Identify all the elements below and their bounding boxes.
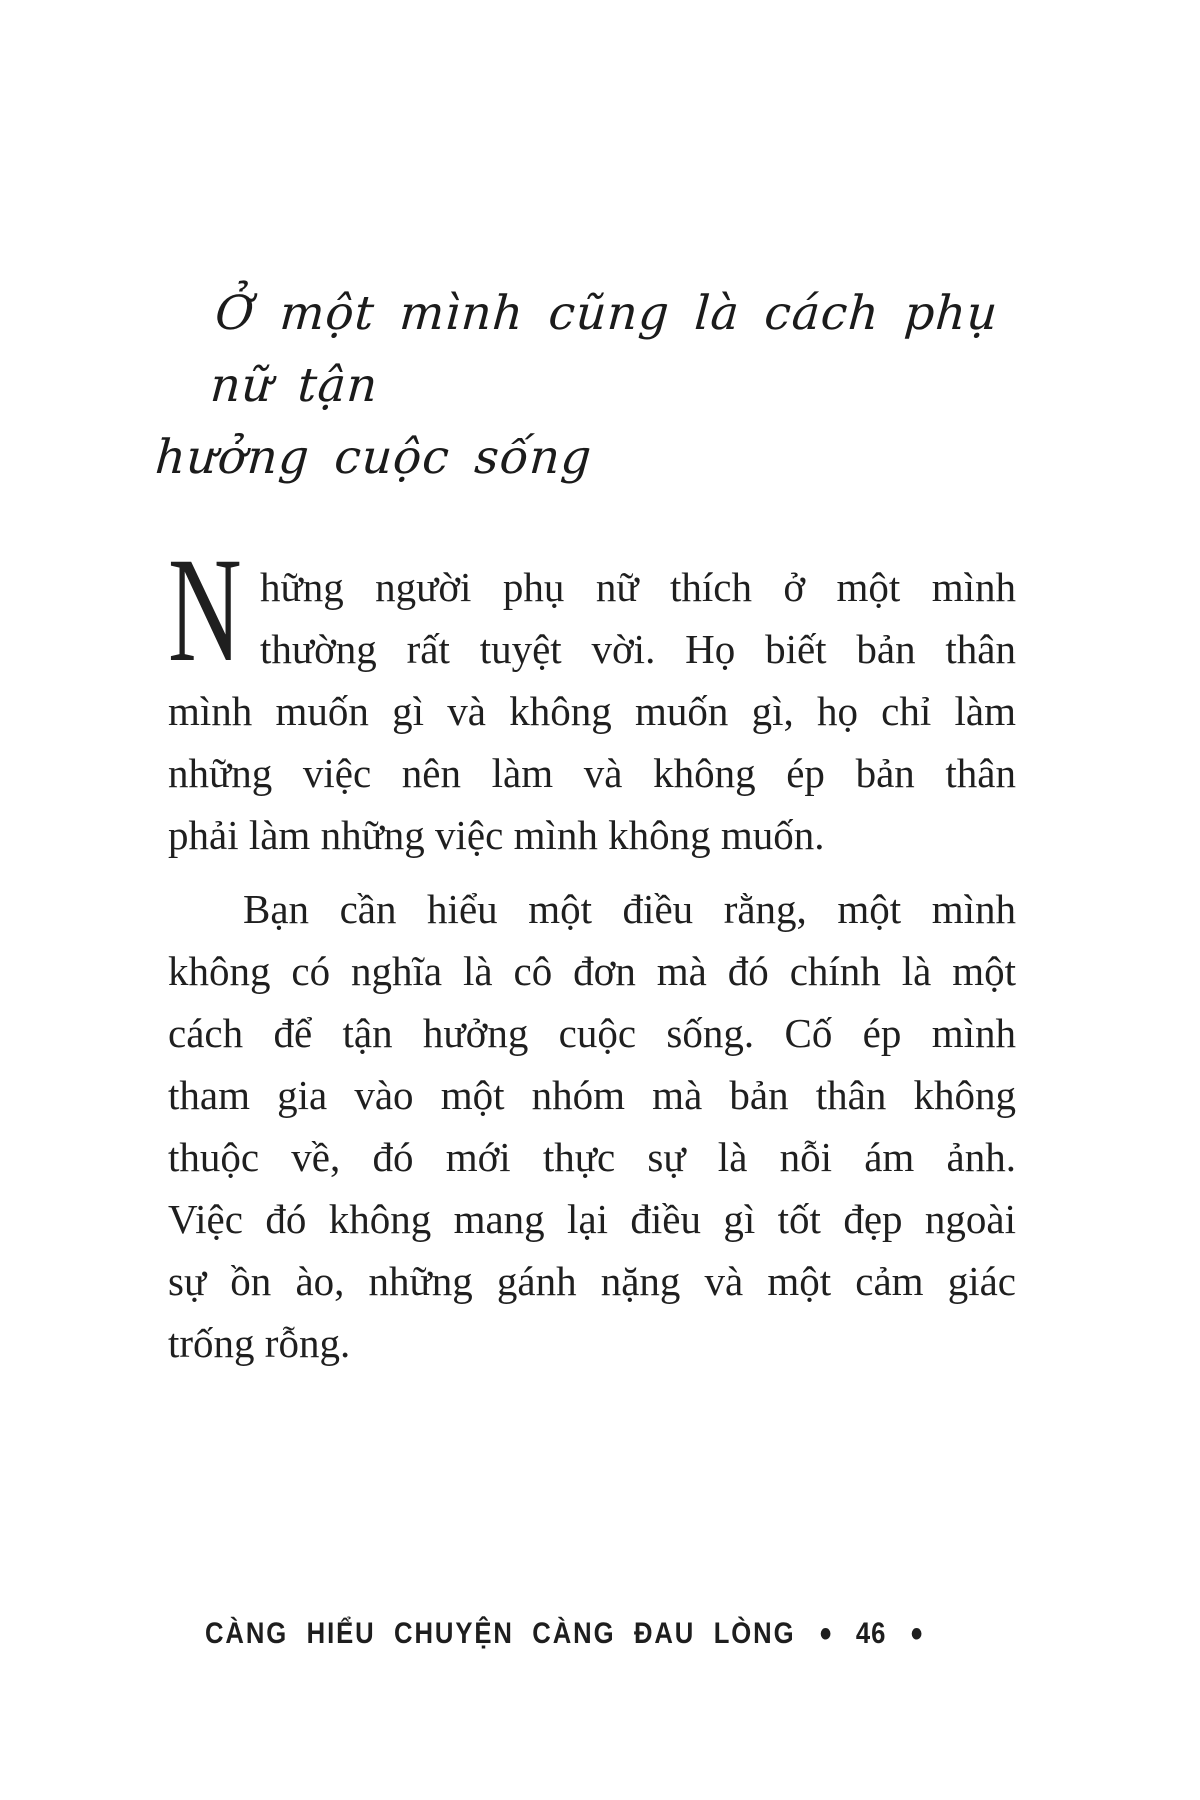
body-line: những việc nên làm và không ép bản thân (168, 750, 1016, 796)
page-footer (205, 1610, 928, 1656)
page-number: 46 (855, 1616, 887, 1650)
body-line: thuộc về, đó mới thực sự là nỗi ám ảnh. (168, 1134, 1016, 1180)
chapter-title-line: hưởng cuộc sống (153, 430, 594, 485)
chapter-title-line: Ở một mình cũng là cách phụ nữ tận (208, 286, 1001, 413)
chapter-title (153, 278, 1048, 494)
body-line: Việc đó không mang lại điều gì tốt đẹp ngoài (168, 1196, 1016, 1242)
body-line: tham gia vào một nhóm mà bản thân không (168, 1072, 1016, 1118)
bullet-icon: • (819, 1610, 832, 1656)
body-paragraph-1 (168, 527, 1016, 866)
drop-cap-letter: N (168, 527, 242, 693)
body-line: phải làm những việc mình không muốn. (168, 812, 825, 858)
body-line: mình muốn gì và không muốn gì, họ chỉ làm (168, 688, 1016, 734)
running-book-title: CÀNG HIỂU CHUYỆN CÀNG ĐAU LÒNG (205, 1616, 796, 1650)
bullet-icon: • (910, 1610, 923, 1656)
body-line: sự ồn ào, những gánh nặng và một cảm giác (168, 1258, 1016, 1304)
body-line: cách để tận hưởng cuộc sống. Cố ép mình (168, 1010, 1016, 1056)
body-line: không có nghĩa là cô đơn mà đó chính là một (168, 948, 1016, 994)
body-line: trống rỗng. (168, 1320, 351, 1366)
body-line: Bạn cần hiểu một điều rằng, một mình (243, 886, 1016, 932)
body-line: hững người phụ nữ thích ở một mình (260, 564, 1016, 610)
body-paragraph-2 (168, 878, 1016, 1374)
body-line: thường rất tuyệt vời. Họ biết bản thân (260, 626, 1016, 672)
